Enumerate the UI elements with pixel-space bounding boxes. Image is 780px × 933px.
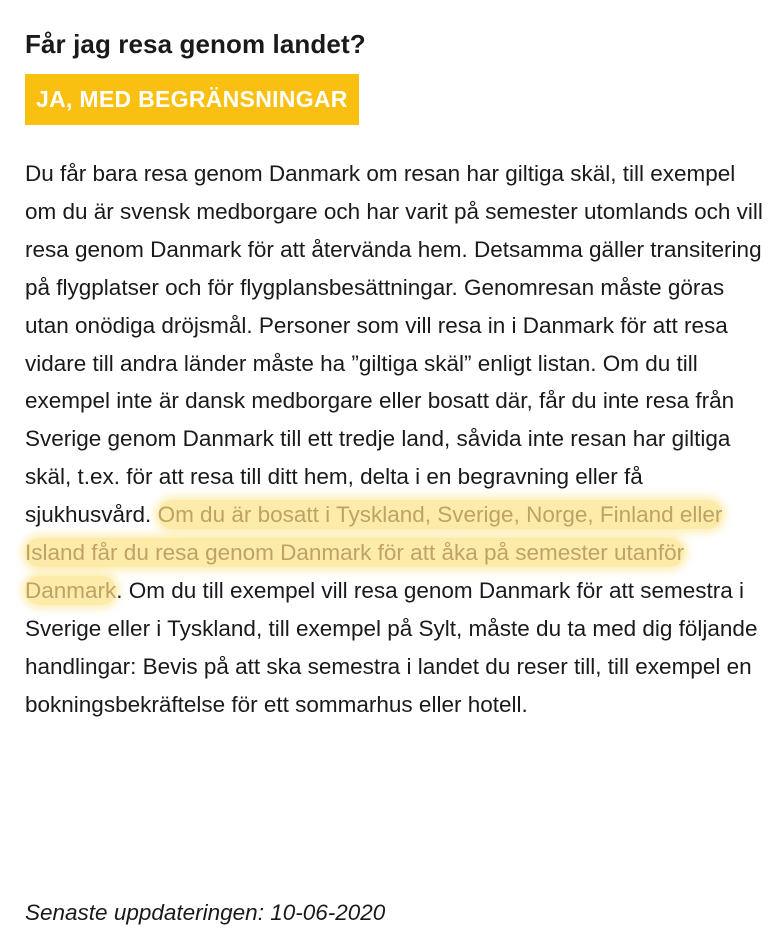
article-text-after: . Om du till exempel vill resa genom Danmark för att semestra i Sverige eller i Tyskland, till exempel på Sylt, måste du ta med dig följande handlingar: Bevis på att ska semestra i landet du reser till, till exempel en bokningsbekräftelse för ett sommarhus eller hotell. <box>25 577 758 717</box>
question-title: Får jag resa genom landet? <box>25 29 366 59</box>
article-text-before: Du får bara resa genom Danmark om resan har giltiga skäl, till exempel om du är svensk medborgare och har varit på semester utomlands och vill resa genom Danmark för att återvända hem. Detsamma gäller transitering på flygplatser och för flygplansbesättningar. Genomresan måste göras utan onödiga dröjsmål. Personer som vill resa in i Danmark för att resa vidare till andra länder måste ha ”giltiga skäl” enligt listan. Om du till exempel inte är dansk medborgare eller bosatt där, får du inte resa från Sverige genom Danmark till ett tredje land, såvida inte resan har giltiga skäl, t.ex. för att resa till ditt hem, delta i en begravning eller få sjukhusvård. <box>25 161 763 528</box>
highlighted-passage: Om du är bosatt i Tyskland, Sverige, Norge, Finland eller Island får du resa genom Danmark för att åka på semester utanför Danmark <box>25 502 723 603</box>
article-body <box>25 155 770 724</box>
answer-badge: JA, MED BEGRÄNSNINGAR <box>25 74 359 125</box>
last-updated-note: Senaste uppdateringen: 10-06-2020 <box>25 900 386 925</box>
